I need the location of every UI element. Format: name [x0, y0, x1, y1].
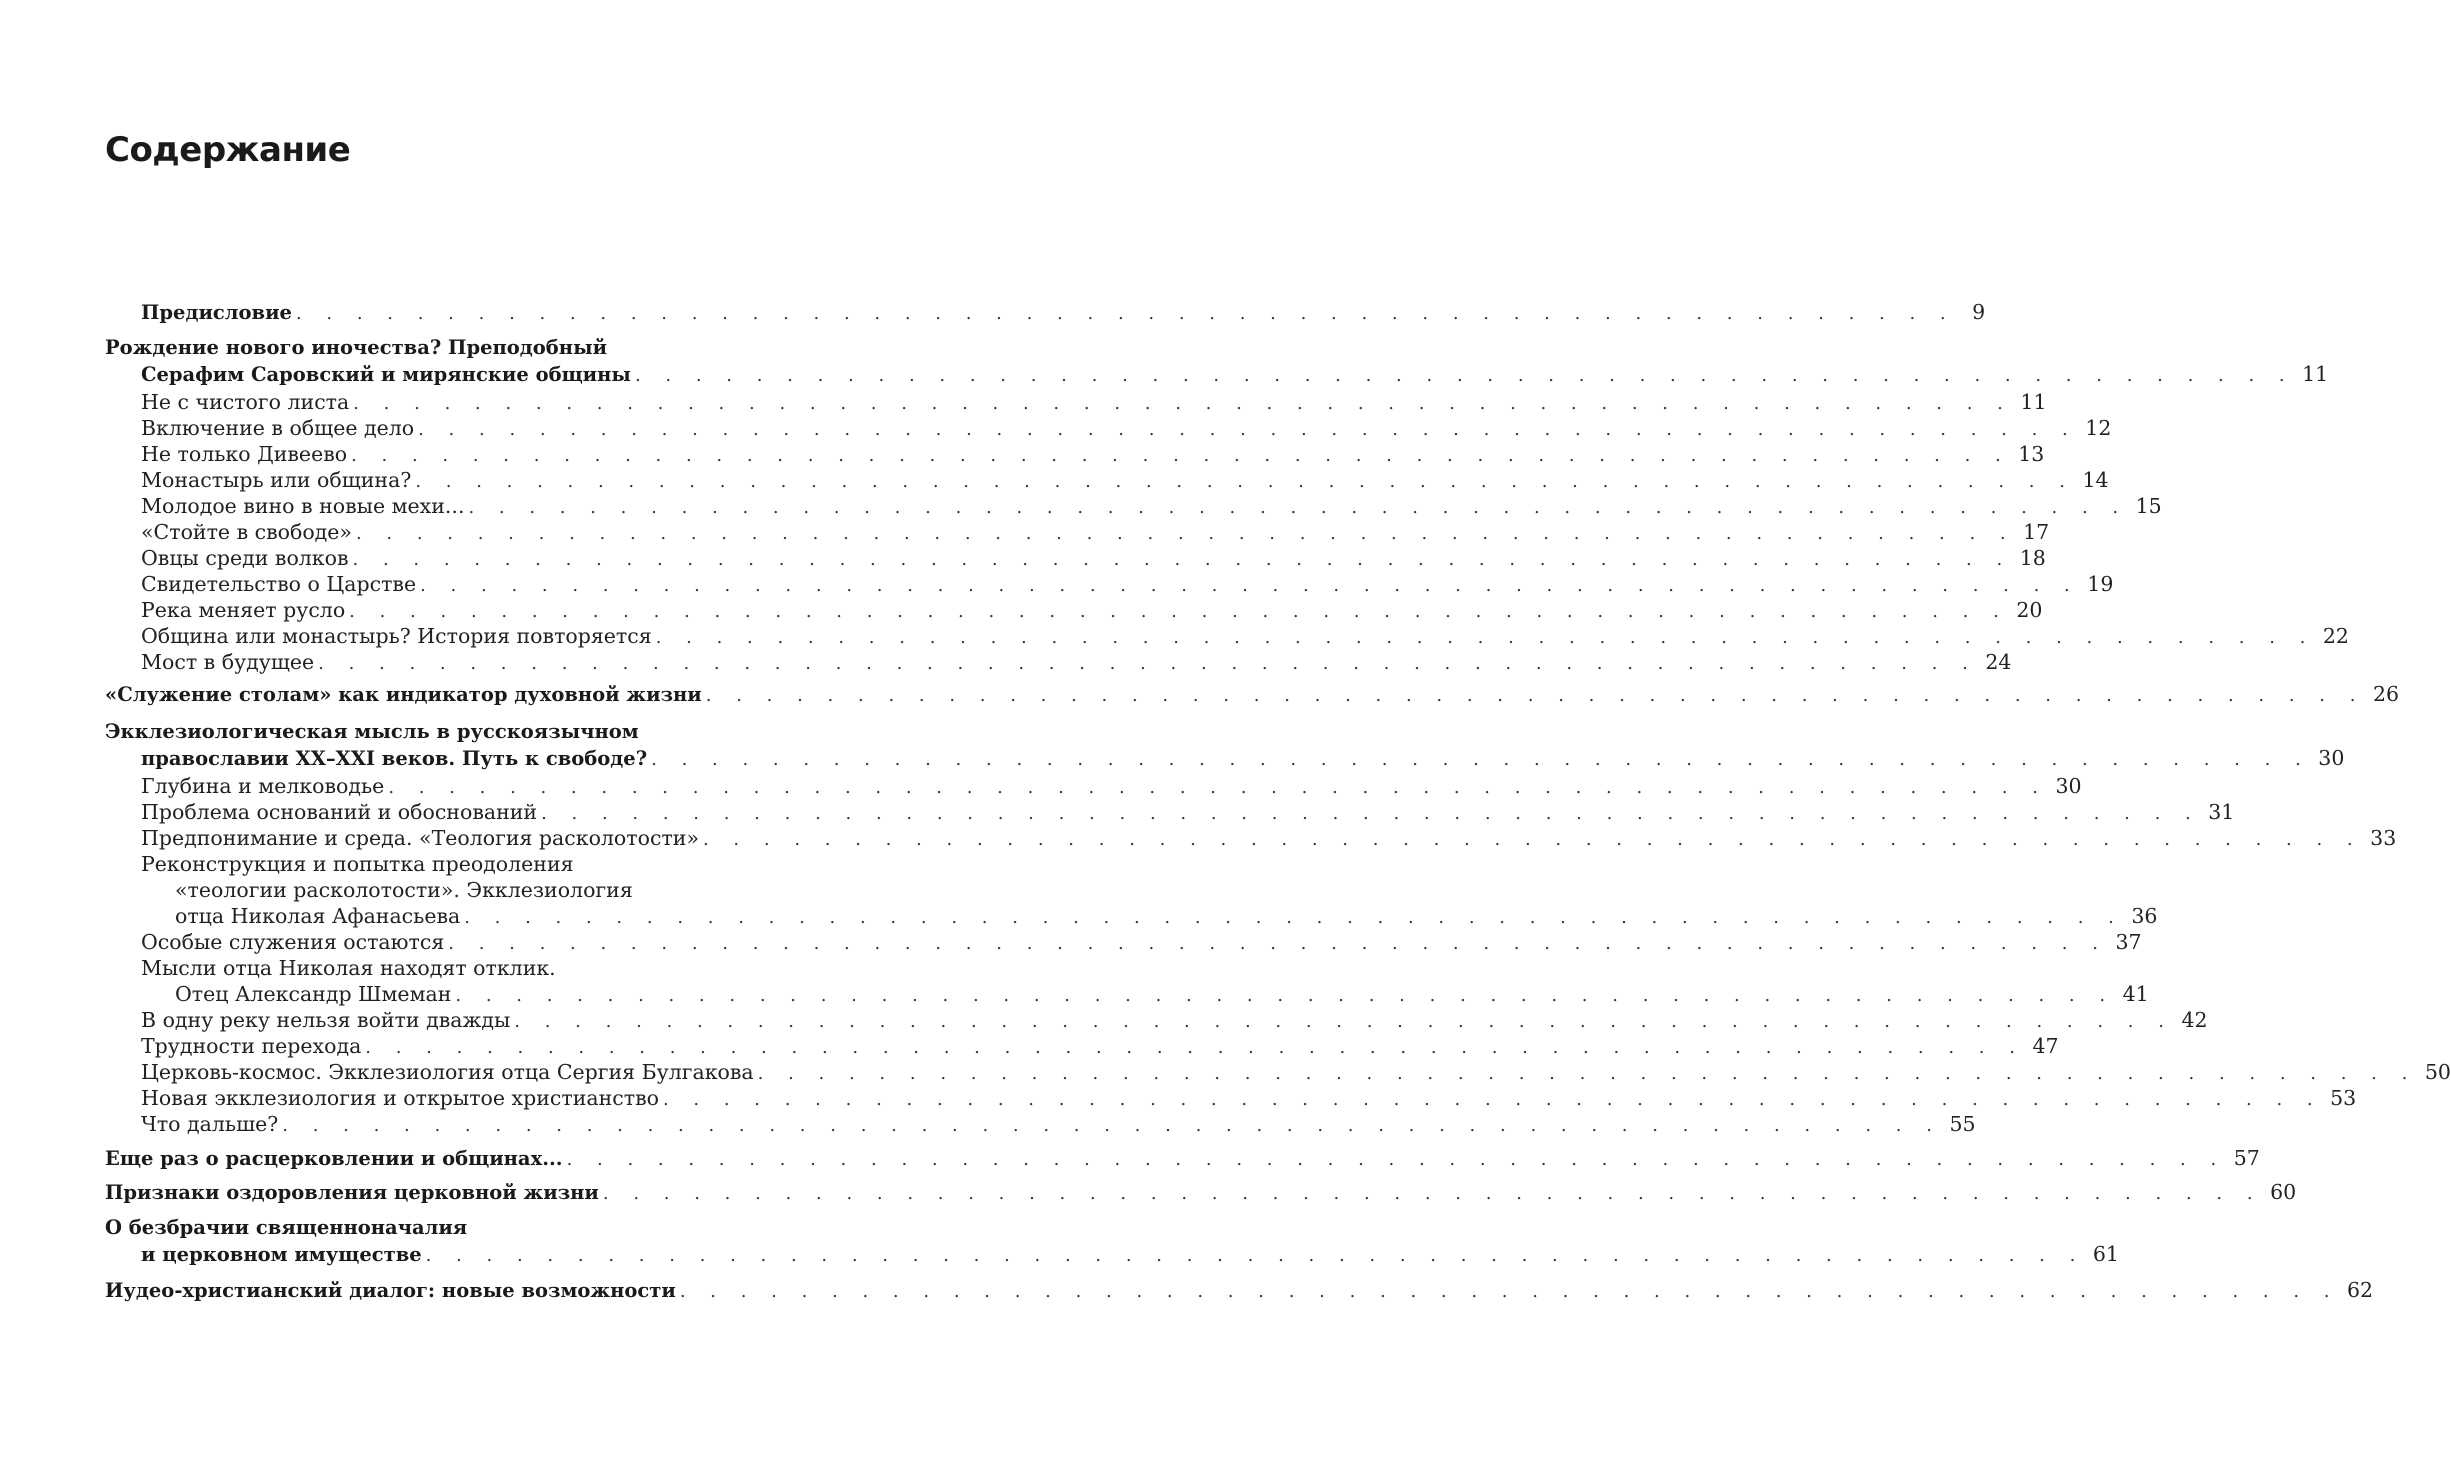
toc-page-number: 9: [1972, 300, 1986, 324]
dot-leader: . . . . . . . . . . . . . . . . . . . . . . . . . . . . . . . . . . . . . . . . . . . . . . . . . . . . . . .: [282, 1115, 1942, 1136]
dot-leader: . . . . . . . . . . . . . . . . . . . . . . . . . . . . . . . . . . . . . . . . . . . . . . . . . . . . . . .: [541, 803, 2201, 824]
toc-entry[interactable]: [105, 1060, 2451, 1084]
toc-page-number: 26: [2372, 682, 2400, 706]
toc-entry-title: В одну реку нельзя войти дважды: [141, 1008, 511, 1032]
toc-page-number: 33: [2370, 826, 2397, 850]
toc-entry-title: Отец Александр Шмеман: [175, 982, 452, 1006]
toc-entry[interactable]: [105, 1216, 2119, 1266]
toc-entry-title: Мост в будущее: [141, 650, 315, 674]
toc-entry-title: Трудности перехода: [141, 1034, 362, 1058]
dot-leader: . . . . . . . . . . . . . . . . . . . . . . . . . . . . . . . . . . . . . . . . . . . . . . . . . . . . . . .: [425, 1245, 2085, 1266]
toc-page-number: 14: [2082, 468, 2109, 492]
dot-leader: . . . . . . . . . . . . . . . . . . . . . . . . . . . . . . . . . . . . . . . . . . . . . . . . . . . . . . .: [651, 749, 2311, 770]
toc-page-number: 50: [2424, 1060, 2451, 1084]
toc-page-number: 18: [2019, 546, 2046, 570]
dot-leader: . . . . . . . . . . . . . . . . . . . . . . . . . . . . . . . . . . . . . . . . . . . . . . . . . . . . . . .: [420, 575, 2080, 596]
toc-entry[interactable]: [105, 390, 2047, 414]
toc-entry-title: «Стойте в свободе»: [141, 520, 352, 544]
dot-leader: . . . . . . . . . . . . . . . . . . . . . . . . . . . . . . . . . . . . . . . . . . . . . . . . . . . . . . .: [705, 685, 2365, 706]
toc-entry-title: Монастырь или община?: [141, 468, 412, 492]
toc-entry[interactable]: [105, 1180, 2297, 1204]
dot-leader: . . . . . . . . . . . . . . . . . . . . . . . . . . . . . . . . . . . . . . . . . . . . . . . . . . . . . . .: [468, 497, 2128, 518]
toc-entry[interactable]: [105, 956, 2149, 1006]
toc-entry[interactable]: [105, 1278, 2374, 1302]
toc-entry[interactable]: [105, 468, 2109, 492]
toc-entry-title: Еще раз о расцерковлении и общинах...: [105, 1147, 563, 1170]
toc-page-number: 62: [2347, 1278, 2374, 1302]
toc-entry[interactable]: [105, 520, 2050, 544]
toc-entry-title: Предисловие: [141, 301, 292, 324]
toc-page-number: 55: [1949, 1112, 1976, 1136]
toc-entry-title: Серафим Саровский и мирянские общины: [141, 363, 631, 386]
toc-entry[interactable]: [105, 800, 2235, 824]
toc-entry-title: отца Николая Афанасьева: [175, 904, 461, 928]
toc-page-number: 24: [1985, 650, 2012, 674]
toc-page-number: 57: [2233, 1146, 2260, 1170]
toc-entry[interactable]: [105, 1008, 2208, 1032]
page-title: Содержание: [105, 130, 351, 170]
toc-page-number: 37: [2115, 930, 2142, 954]
toc-entry[interactable]: [105, 1146, 2260, 1170]
toc-entry-title: «теологии расколотости». Экклезиология: [175, 878, 633, 902]
toc-page-number: 30: [2055, 774, 2082, 798]
dot-leader: . . . . . . . . . . . . . . . . . . . . . . . . . . . . . . . . . . . . . . . . . . . . . . . . . . . . . . .: [295, 303, 1956, 324]
toc-entry[interactable]: [105, 546, 2046, 570]
toc-page-number: 42: [2181, 1008, 2208, 1032]
toc-page-number: 20: [2016, 598, 2043, 622]
toc-entry[interactable]: [105, 930, 2142, 954]
toc-entry-title: Мысли отца Николая находят отклик.: [141, 956, 556, 980]
dot-leader: . . . . . . . . . . . . . . . . . . . . . . . . . . . . . . . . . . . . . . . . . . . . . . . . . . . . . . .: [318, 653, 1978, 674]
toc-entry[interactable]: [105, 1034, 2059, 1058]
toc-entry-title: Проблема оснований и обоснований: [141, 800, 538, 824]
toc-entry[interactable]: [105, 442, 2045, 466]
toc-page-number: 47: [2032, 1034, 2059, 1058]
toc-entry-title: Молодое вино в новые мехи...: [141, 494, 465, 518]
toc-entry-title: Признаки оздоровления церковной жизни: [105, 1181, 599, 1204]
dot-leader: . . . . . . . . . . . . . . . . . . . . . . . . . . . . . . . . . . . . . . . . . . . . . . . . . . . . . . .: [355, 523, 2016, 544]
dot-leader: . . . . . . . . . . . . . . . . . . . . . . . . . . . . . . . . . . . . . . . . . . . . . . . . . . . . . . .: [418, 419, 2078, 440]
dot-leader: . . . . . . . . . . . . . . . . . . . . . . . . . . . . . . . . . . . . . . . . . . . . . . . . . . . . . . .: [464, 907, 2124, 928]
toc-page-number: 19: [2087, 572, 2114, 596]
toc-page-number: 60: [2270, 1180, 2297, 1204]
dot-leader: . . . . . . . . . . . . . . . . . . . . . . . . . . . . . . . . . . . . . . . . . . . . . . . . . . . . . . .: [388, 777, 2048, 798]
dot-leader: . . . . . . . . . . . . . . . . . . . . . . . . . . . . . . . . . . . . . . . . . . . . . . . . . . . . . . .: [349, 601, 2009, 622]
toc-entry-title: Экклезиологическая мысль в русскоязычном: [105, 720, 639, 743]
toc-entry[interactable]: [105, 1112, 1976, 1136]
toc-page-number: 41: [2122, 982, 2149, 1006]
dot-leader: . . . . . . . . . . . . . . . . . . . . . . . . . . . . . . . . . . . . . . . . . . . . . . . . . . . . . . .: [655, 627, 2315, 648]
dot-leader: . . . . . . . . . . . . . . . . . . . . . . . . . . . . . . . . . . . . . . . . . . . . . . . . . . . . . . .: [353, 393, 2013, 414]
toc-entry-title: Новая экклезиология и открытое христианство: [141, 1086, 659, 1110]
dot-leader: . . . . . . . . . . . . . . . . . . . . . . . . . . . . . . . . . . . . . . . . . . . . . . . . . . . . . . .: [455, 985, 2115, 1006]
toc-entry-title: Овцы среди волков: [141, 546, 349, 570]
toc-entry-title: и церковном имуществе: [141, 1243, 422, 1266]
toc-page-number: 11: [2020, 390, 2047, 414]
toc-entry-title: Особые служения остаются: [141, 930, 445, 954]
toc-entry-title: Церковь-космос. Экклезиология отца Сергия Булгакова: [141, 1060, 754, 1084]
dot-leader: . . . . . . . . . . . . . . . . . . . . . . . . . . . . . . . . . . . . . . . . . . . . . . . . . . . . . . .: [662, 1089, 2323, 1110]
toc-entry-title: Община или монастырь? История повторяется: [141, 624, 652, 648]
dot-leader: . . . . . . . . . . . . . . . . . . . . . . . . . . . . . . . . . . . . . . . . . . . . . . . . . . . . . . .: [702, 829, 2363, 850]
toc-entry-title: Включение в общее дело: [141, 416, 415, 440]
toc-entry-title: Что дальше?: [141, 1112, 279, 1136]
toc-page-number: 13: [2018, 442, 2045, 466]
dot-leader: . . . . . . . . . . . . . . . . . . . . . . . . . . . . . . . . . . . . . . . . . . . . . . . . . . . . . . .: [448, 933, 2108, 954]
dot-leader: . . . . . . . . . . . . . . . . . . . . . . . . . . . . . . . . . . . . . . . . . . . . . . . . . . . . . . .: [602, 1183, 2263, 1204]
toc-page-number: 22: [2322, 624, 2349, 648]
toc-entry[interactable]: [105, 572, 2114, 596]
dot-leader: . . . . . . . . . . . . . . . . . . . . . . . . . . . . . . . . . . . . . . . . . . . . . . . . . . . . . . .: [757, 1063, 2417, 1084]
toc-page-number: 31: [2208, 800, 2235, 824]
toc-entry[interactable]: [105, 416, 2112, 440]
toc-entry[interactable]: [105, 650, 2012, 674]
toc-entry[interactable]: [105, 336, 2329, 386]
toc-entry-title: Рождение нового иночества? Преподобный: [105, 336, 608, 359]
dot-leader: . . . . . . . . . . . . . . . . . . . . . . . . . . . . . . . . . . . . . . . . . . . . . . . . . . . . . . .: [415, 471, 2075, 492]
toc-entry[interactable]: [105, 852, 2158, 928]
toc-entry[interactable]: [105, 300, 1986, 324]
dot-leader: . . . . . . . . . . . . . . . . . . . . . . . . . . . . . . . . . . . . . . . . . . . . . . . . . . . . . . .: [566, 1149, 2226, 1170]
toc-page-number: 12: [2085, 416, 2112, 440]
toc-page-number: 17: [2023, 520, 2050, 544]
dot-leader: . . . . . . . . . . . . . . . . . . . . . . . . . . . . . . . . . . . . . . . . . . . . . . . . . . . . . . .: [514, 1011, 2174, 1032]
toc-entry-title: «Служение столам» как индикатор духовной жизни: [105, 683, 702, 706]
toc-page-number: 53: [2330, 1086, 2357, 1110]
dot-leader: . . . . . . . . . . . . . . . . . . . . . . . . . . . . . . . . . . . . . . . . . . . . . . . . . . . . . . .: [634, 365, 2295, 386]
toc-entry[interactable]: [105, 598, 2043, 622]
toc-entry[interactable]: [105, 826, 2397, 850]
toc-page-number: 15: [2135, 494, 2162, 518]
toc-entry-title: Река меняет русло: [141, 598, 346, 622]
toc-entry-title: Иудео-христианский диалог: новые возможности: [105, 1279, 676, 1302]
toc-entry[interactable]: [105, 624, 2349, 648]
toc-entry[interactable]: [105, 494, 2162, 518]
toc-entry-title: Свидетельство о Царстве: [141, 572, 417, 596]
toc-page-number: 61: [2092, 1242, 2119, 1266]
toc-entry-title: Не только Дивеево: [141, 442, 348, 466]
toc-entry[interactable]: [105, 682, 2400, 706]
toc-page-number: 11: [2302, 362, 2329, 386]
toc-entry-title: Глубина и мелководье: [141, 774, 385, 798]
dot-leader: . . . . . . . . . . . . . . . . . . . . . . . . . . . . . . . . . . . . . . . . . . . . . . . . . . . . . . .: [679, 1281, 2339, 1302]
dot-leader: . . . . . . . . . . . . . . . . . . . . . . . . . . . . . . . . . . . . . . . . . . . . . . . . . . . . . . .: [352, 549, 2012, 570]
toc-entry-title: православии XX–XXI веков. Путь к свободе?: [141, 747, 648, 770]
toc-entry-title: О безбрачии священноначалия: [105, 1216, 468, 1239]
toc-entry-title: Не с чистого листа: [141, 390, 350, 414]
toc-entry[interactable]: [105, 1086, 2357, 1110]
toc-entry-title: Реконструкция и попытка преодоления: [141, 852, 574, 876]
dot-leader: . . . . . . . . . . . . . . . . . . . . . . . . . . . . . . . . . . . . . . . . . . . . . . . . . . . . . . .: [365, 1037, 2025, 1058]
toc-page-number: 36: [2131, 904, 2158, 928]
toc-page-number: 30: [2318, 746, 2345, 770]
dot-leader: . . . . . . . . . . . . . . . . . . . . . . . . . . . . . . . . . . . . . . . . . . . . . . . . . . . . . . .: [351, 445, 2011, 466]
toc-entry[interactable]: [105, 720, 2345, 770]
toc-entry[interactable]: [105, 774, 2082, 798]
toc-entry-title: Предпонимание и среда. «Теология расколотости»: [141, 826, 699, 850]
